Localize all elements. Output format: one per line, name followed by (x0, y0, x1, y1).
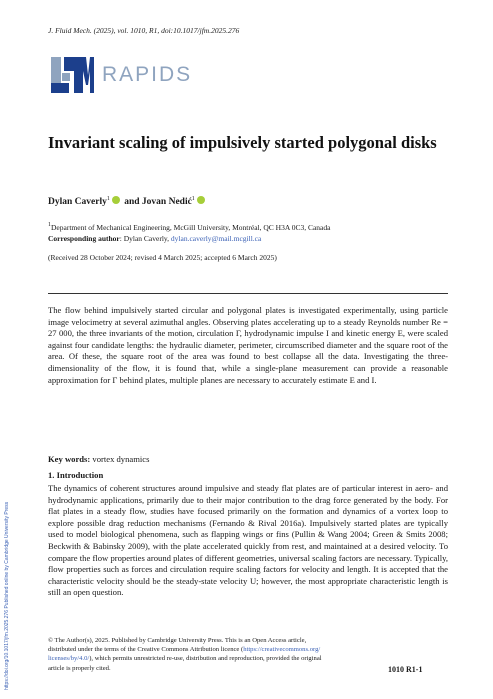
license-link[interactable]: https://creativecommons.org/ (243, 646, 321, 654)
citation-details: (2025), vol. 1010, R1, doi:10.1017/jfm.2025.276 (93, 26, 240, 35)
introduction-text: The dynamics of coherent structures around impulsive and steady flat plates are of particular interest in aero- and hydrodynamic applications, primarily due to their major contribution to the drag force generated by the body. For flat plates in a steady flow, studies have focused primarily on the formation and dynamics of a vortex loop to explore possible drag reduction mechanisms (Fernando & Rival 2016a). Impulsively started plates are typically used to model biological phenomena, such as flapping wings or fins (Pullin & Wang 2004; Green & Smits 2008; Beckwith & Babinsky 2009), with the plate accelerated quickly from rest, and maintained at a desired velocity. To compare the flow properties around plates of different geometries, universal scaling factors are necessary. Typically, flow properties such as forces and circulation require scaling factors for velocity and length. It is accepted that the characteristic velocity should be the steady-state velocity U; however, the most appropriate characteristic length is still an open question. (48, 483, 448, 598)
orcid-icon[interactable] (112, 196, 120, 204)
abstract: The flow behind impulsively started circular and polygonal plates is investigated experimentally, using particle image velocimetry at several azimuthal angles. Observing plates accelerating up to a steady Reynolds number Re = 27 000, the three invariants of the motion, circulation Γ, hydrodynamic impulse I and kinetic energy E, were scaled against four candidate lengths: the hydraulic diameter, perimeter, circumscribed diameter and the square root of the area. Of these, the square root of the area was found to best collapse all the data. Investigating the three-dimensionality of the flow, it is found that, while a single-plane measurement can provide a reasonable approximation for Γ behind plates, multiple planes are necessary to accurately estimate E and I. (48, 305, 448, 385)
orcid-icon[interactable] (197, 196, 205, 204)
jfm-rapids-logo (48, 53, 192, 97)
page-number: 1010 R1-1 (388, 665, 423, 674)
jfm-logo-icon (48, 53, 96, 97)
keywords: Key words: vortex dynamics (48, 454, 150, 464)
email-link[interactable]: dylan.caverly@mail.mcgill.ca (170, 234, 262, 243)
doi-link[interactable]: https://doi.org/10.1017/jfm.2025.276 (4, 609, 10, 690)
affiliation: $^1$Department of Mechanical Engineering, McGill University, Montréal, QC H3A 0C3, Canada (48, 222, 331, 232)
paper-title: Invariant scaling of impulsively started polygonal disks (48, 133, 437, 152)
license-link[interactable]: licenses/by/4.0/ (48, 655, 90, 663)
corresponding-author: Corresponding author: Dylan Caverly, dylan.caverly@mail.mcgill.ca (48, 234, 262, 243)
sidebar-doi: https://doi.org/10.1017/jfm.2025.276 Published online by Cambridge University Press (4, 501, 10, 690)
author-name[interactable]: Dylan Caverly (48, 197, 107, 207)
received-dates: (Received 28 October 2024; revised 4 March 2025; accepted 6 March 2025) (48, 253, 277, 262)
section-heading: 1. Introduction (48, 470, 104, 480)
journal-citation (48, 26, 239, 35)
license-notice: © The Author(s), 2025. Published by Cambridge University Press. This is an Open Access article, distributed under the terms of the Creative Commons Attribution licence (https://creativecommons.org/ licenses/by/4.0/), which permits unrestricted re-use, distribution and reproduction, provided the original article is properly cited. (48, 637, 322, 672)
author-list: Dylan Caverly$^1$ and Jovan Nedić$^1$ (48, 196, 207, 207)
rapids-wordmark: RAPIDS (102, 63, 193, 86)
journal-name: J. Fluid Mech. (48, 26, 92, 35)
author-name[interactable]: Jovan Nedić (141, 197, 192, 207)
divider (48, 293, 448, 294)
